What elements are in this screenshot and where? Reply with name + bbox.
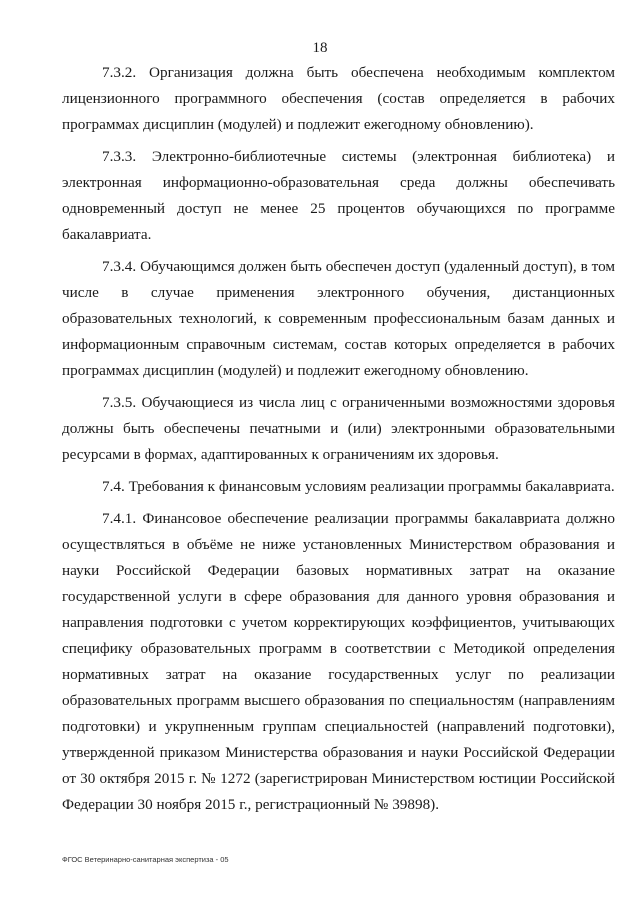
paragraph-7-4-1: 7.4.1. Финансовое обеспечение реализации программы бакалавриата должно осуществляться в объёме не ниже установленных Министерством образования и науки Российской Федерации базовых нормативных затрат на оказание государственной услуги в сфере образования для данного уровня образования и направления подготовки с учетом корректирующих коэффициентов, учитывающих специфику образовательных программ в соответствии с Методикой определения нормативных затрат на оказание государственных услуг по реализации образовательных программ высшего образования по специальностям (направлениям подготовки) и укрупненным группам специальностей (направлений подготовки), утвержденной приказом Министерства образования и науки Российской Федерации от 30 октября 2015 г. № 1272 (зарегистрирован Министерством юстиции Российской Федерации 30 ноября 2015 г., регистрационный № 39898). (62, 510, 615, 813)
page-footer: ФГОС Ветеринарно-санитарная экспертиза - 05 (62, 855, 229, 864)
paragraph-7-3-3: 7.3.3. Электронно-библиотечные системы (электронная библиотека) и электронная информационно-образовательная среда должны обеспечивать одновременный доступ не менее 25 процентов обучающихся по программе бакалавриата. (62, 148, 615, 243)
paragraph-7-3-4: 7.3.4. Обучающимся должен быть обеспечен доступ (удаленный доступ), в том числе в случае применения электронного обучения, дистанционных образовательных технологий, к современным профессиональным базам данных и информационным справочным системам, состав которых определяется в рабочих программах дисциплин (модулей) и подлежит ежегодному обновлению. (62, 258, 615, 379)
paragraph-7-3-5: 7.3.5. Обучающиеся из числа лиц с ограниченными возможностями здоровья должны быть обеспечены печатными и (или) электронными образовательными ресурсами в формах, адаптированных к ограничениям их здоровья. (62, 394, 615, 463)
paragraph-7-3-2: 7.3.2. Организация должна быть обеспечена необходимым комплектом лицензионного программного обеспечения (состав определяется в рабочих программах дисциплин (модулей) и подлежит ежегодному обновлению). (62, 64, 615, 133)
document-body (62, 60, 615, 824)
paragraph-7-4: 7.4. Требования к финансовым условиям реализации программы бакалавриата. (102, 478, 615, 495)
page-number: 18 (312, 40, 328, 56)
